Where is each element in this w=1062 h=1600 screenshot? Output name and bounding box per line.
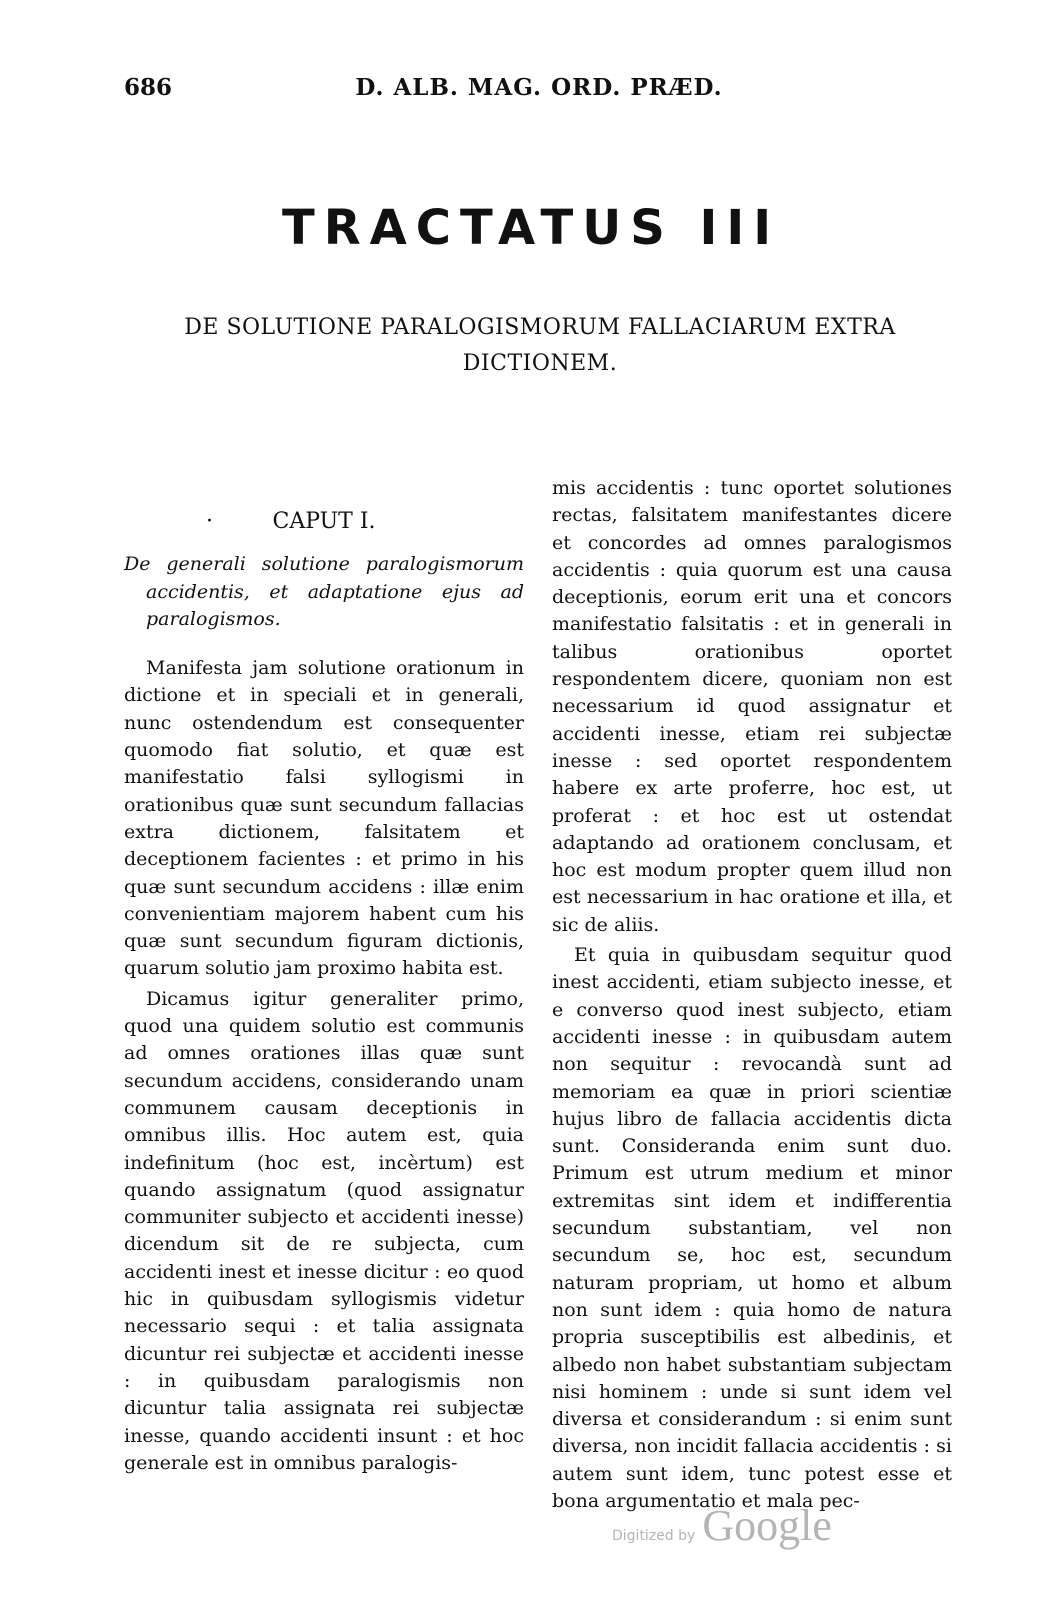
- ornament-dot: ·: [206, 509, 213, 534]
- digitization-watermark: [612, 1500, 832, 1551]
- left-column: [124, 508, 524, 1477]
- treatise-title: TRACTATUS III: [281, 200, 781, 256]
- chapter-heading-block: [124, 508, 524, 535]
- running-head: D. ALB. MAG. ORD. PRÆD.: [355, 74, 723, 101]
- paragraph: Et quia in quibusdam sequitur quod inest accidenti, etiam subjecto inesse, et e converso quod inest subjecto, etiam accidenti inesse : in quibusdam autem non sequitur : revocandà sunt ad memoriam ea quæ in priori scientiæ hujus libro de fallacia accidentis dicta sunt. Consideranda enim sunt duo. Primum est utrum medium et minor extremitas sint idem et indifferentia secundum substantiam, vel non secundum se, hoc est, secundum naturam propriam, ut homo et album non sunt idem : quia homo de natura propria susceptibilis est albedinis, et albedo non habet substantiam subjectam nisi hominem : unde si sunt idem vel diversa et considerandum : si enim sunt diversa, non incidit fallacia accidentis : si autem sunt idem, tunc potest esse et bona argumentatio et mala pec-: [552, 944, 952, 1512]
- google-logo: Google: [702, 1501, 832, 1550]
- treatise-subtitle: DE SOLUTIONE PARALOGISMORUM FALLACIARUM EXTRA DICTIONEM.: [184, 315, 896, 376]
- paragraph: Dicamus igitur generaliter primo, quod una quidem solutio est communis ad omnes orationes illas quæ sunt secundum accidens, considerando unam communem causam deceptionis in omnibus illis. Hoc autem est, quia indefinitum (hoc est, incèrtum) est quando assignatum (quod assignatur communiter subjecto et accidenti inesse) dicendum sit de re subjecta, cum accidenti inest et inesse dicitur : eo quod hic in quibusdam syllogismis videtur necessario sequi : et talia assignata dicuntur rei subjectæ et accidenti inesse : in quibusdam paralogismis non dicuntur talia assignata rei subjectæ inesse, quando accidenti insunt : et hoc generale est in omnibus paralogis-: [124, 987, 524, 1474]
- chapter-heading: CAPUT I.: [272, 509, 376, 534]
- running-header: [124, 74, 954, 110]
- paragraph: Manifesta jam solutione orationum in dictione et in speciali et in generali, nunc ostendendum est consequenter quomodo fiat solutio, et quæ est manifestatio falsi syllogismi in orationibus quæ sunt secundum fallacias extra dictionem, falsitatem et deceptionem facientes : et primo in his quæ sunt secundum accidens : illæ enim convenientiam majorem habent cum his quæ sunt secundum figuram dictionis, quarum solutio jam proximo habita est.: [124, 657, 524, 980]
- page-number: 686: [124, 74, 173, 101]
- paragraph-continued: mis accidentis : tunc oportet solutiones rectas, falsitatem manifestantes dicere et concordes ad omnes paralogismos accidentis : quia quorum est una causa deceptionis, eorum erit una et concors manifestatio falsitatis : et in generali in talibus orationibus oportet respondentem dicere, quoniam non est necessarium id quod assignatur et accidenti inesse, etiam rei subjectæ inesse : sed oportet respondentem habere ex arte proferre, hoc est, ut proferat : et hoc est ut ostendat adaptando ad orationem conclusam, et hoc est modum propter quem illud non est necessarium in hac oratione et illa, et sic de aliis.: [552, 477, 952, 936]
- watermark-prefix: Digitized by: [612, 1528, 696, 1544]
- right-column: [552, 475, 952, 1515]
- chapter-summary: De generali solutione paralogismorum accidentis, et adaptatione ejus ad paralogismos.: [124, 553, 524, 630]
